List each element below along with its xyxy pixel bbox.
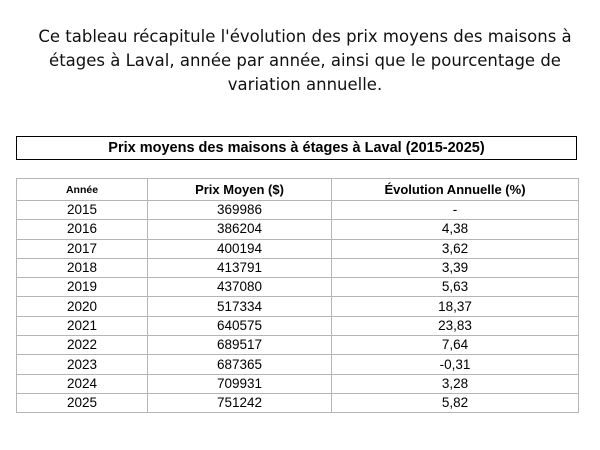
cell-change: 5,63 <box>332 278 579 297</box>
cell-change: -0,31 <box>332 355 579 374</box>
cell-year: 2020 <box>17 297 148 316</box>
cell-year: 2017 <box>17 239 148 258</box>
cell-price: 437080 <box>148 278 332 297</box>
cell-price: 386204 <box>148 220 332 239</box>
header-change: Évolution Annuelle (%) <box>332 179 579 201</box>
table-row <box>17 201 579 220</box>
intro-line: variation annuelle. <box>227 75 383 94</box>
header-price: Prix Moyen ($) <box>148 179 332 201</box>
table-row <box>17 393 579 412</box>
table-row <box>17 220 579 239</box>
cell-change: 3,28 <box>332 374 579 393</box>
cell-price: 413791 <box>148 258 332 277</box>
cell-year: 2018 <box>17 258 148 277</box>
table-row <box>17 355 579 374</box>
cell-year: 2025 <box>17 393 148 412</box>
intro-line: étages à Laval, année par année, ainsi que le pourcentage de <box>49 51 561 70</box>
table-row <box>17 374 579 393</box>
cell-year: 2023 <box>17 355 148 374</box>
cell-price: 689517 <box>148 336 332 355</box>
cell-change: 4,38 <box>332 220 579 239</box>
cell-year: 2016 <box>17 220 148 239</box>
cell-change: 5,82 <box>332 393 579 412</box>
cell-year: 2015 <box>17 201 148 220</box>
cell-change: 23,83 <box>332 316 579 335</box>
cell-change: - <box>332 201 579 220</box>
cell-year: 2022 <box>17 336 148 355</box>
table-title: Prix moyens des maisons à étages à Laval (2015-2025) <box>16 136 577 160</box>
cell-price: 751242 <box>148 393 332 412</box>
price-table <box>16 178 579 413</box>
intro-line: Ce tableau récapitule l'évolution des prix moyens des maisons à <box>38 27 572 46</box>
intro-paragraph <box>25 25 585 97</box>
table-row <box>17 258 579 277</box>
cell-price: 709931 <box>148 374 332 393</box>
cell-year: 2021 <box>17 316 148 335</box>
header-year: Année <box>17 179 148 201</box>
cell-year: 2024 <box>17 374 148 393</box>
cell-change: 18,37 <box>332 297 579 316</box>
cell-year: 2019 <box>17 278 148 297</box>
cell-price: 517334 <box>148 297 332 316</box>
table-header-row <box>17 179 579 201</box>
cell-price: 640575 <box>148 316 332 335</box>
table-row <box>17 239 579 258</box>
cell-price: 687365 <box>148 355 332 374</box>
cell-change: 3,39 <box>332 258 579 277</box>
table-row <box>17 316 579 335</box>
cell-change: 3,62 <box>332 239 579 258</box>
table-row <box>17 336 579 355</box>
cell-change: 7,64 <box>332 336 579 355</box>
table-row <box>17 278 579 297</box>
cell-price: 400194 <box>148 239 332 258</box>
cell-price: 369986 <box>148 201 332 220</box>
table-row <box>17 297 579 316</box>
